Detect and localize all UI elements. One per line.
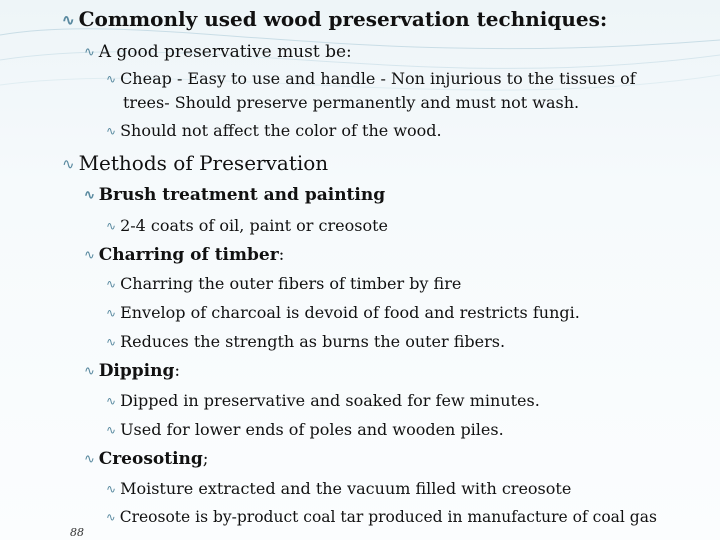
wave-bullet-icon: ∿ (62, 155, 75, 173)
wave-bullet-icon: ∿ (106, 482, 117, 496)
list-item: ∿ Dipping: (84, 361, 181, 381)
slide-title: ∿ Commonly used wood preservation techniques: (62, 7, 608, 31)
wave-bullet-icon: ∿ (106, 277, 117, 291)
list-item: ∿ Charring the outer fibers of timber by fire (106, 274, 462, 293)
page-number: 88 (70, 526, 84, 539)
list-item-continuation: trees- Should preserve permanently and must not wash. (123, 93, 580, 112)
wave-bullet-icon: ∿ (62, 11, 75, 29)
wave-bullet-icon: ∿ (84, 45, 95, 60)
list-item: ∿ Brush treatment and painting (84, 185, 386, 205)
wave-bullet-icon: ∿ (106, 423, 117, 437)
wave-bullet-icon: ∿ (106, 72, 117, 86)
list-item: ∿ Envelop of charcoal is devoid of food and restricts fungi. (106, 303, 580, 322)
list-item: ∿ Should not affect the color of the wood. (106, 121, 442, 140)
list-item: ∿ 2-4 coats of oil, paint or creosote (106, 216, 388, 235)
list-item: ∿ Charring of timber: (84, 245, 285, 265)
wave-bullet-icon: ∿ (84, 452, 95, 467)
list-item: ∿ Creosote is by-product coal tar produced in manufacture of coal gas (106, 508, 657, 526)
section-heading: ∿ Methods of Preservation (62, 151, 329, 175)
list-item: ∿ Used for lower ends of poles and wooden piles. (106, 420, 504, 439)
wave-bullet-icon: ∿ (84, 248, 95, 263)
wave-bullet-icon: ∿ (106, 510, 116, 524)
list-item: ∿ Dipped in preservative and soaked for few minutes. (106, 391, 540, 410)
wave-bullet-icon: ∿ (106, 219, 117, 233)
wave-bullet-icon: ∿ (106, 306, 117, 320)
list-item: ∿ Cheap - Easy to use and handle - Non injurious to the tissues of (106, 69, 636, 88)
list-item: ∿ Reduces the strength as burns the outer fibers. (106, 332, 506, 351)
wave-bullet-icon: ∿ (84, 188, 95, 203)
list-item: ∿ Creosoting; (84, 449, 209, 469)
list-item: ∿ A good preservative must be: (84, 42, 352, 62)
wave-bullet-icon: ∿ (84, 364, 95, 379)
wave-bullet-icon: ∿ (106, 394, 117, 408)
wave-bullet-icon: ∿ (106, 124, 117, 138)
list-item: ∿ Moisture extracted and the vacuum filled with creosote (106, 479, 572, 498)
wave-bullet-icon: ∿ (106, 335, 117, 349)
